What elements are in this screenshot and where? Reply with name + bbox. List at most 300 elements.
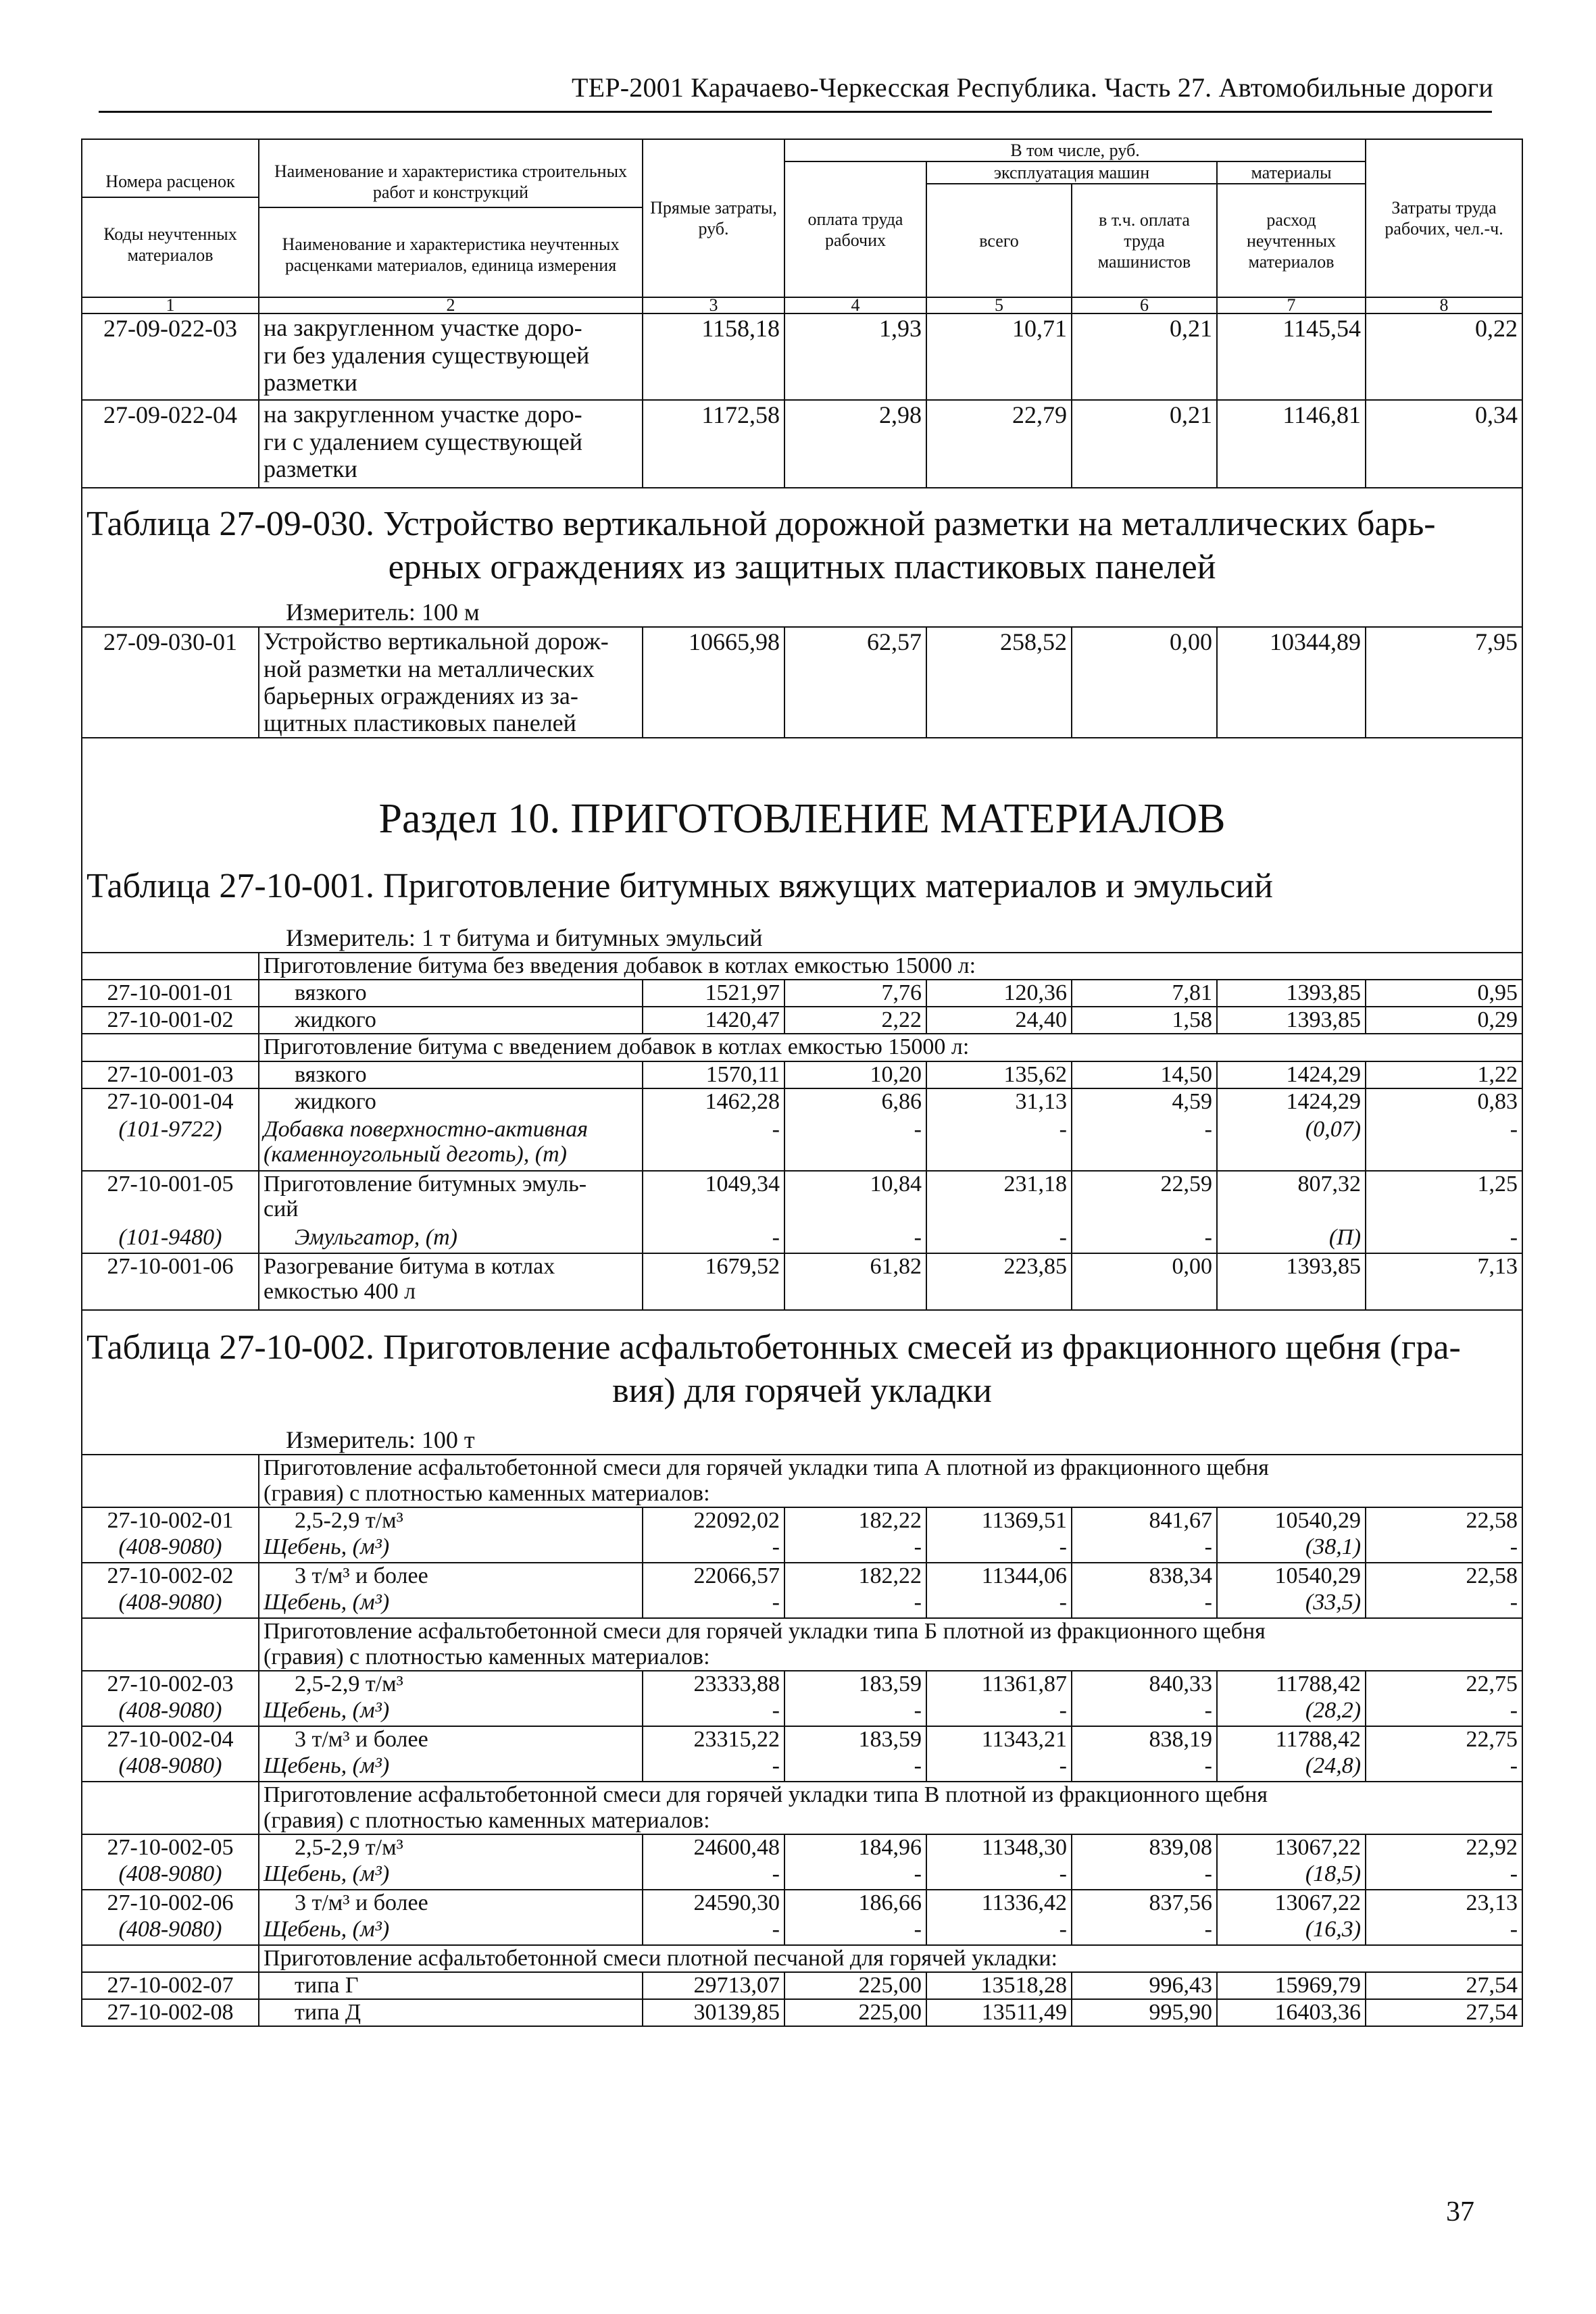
rate-name: 2,5-2,9 т/м³ bbox=[259, 1671, 643, 1698]
value-machines: - bbox=[926, 1753, 1072, 1782]
table-body bbox=[82, 313, 1522, 2026]
caption-type-1-row bbox=[82, 1618, 1522, 1671]
table-title-27-10-002-row bbox=[82, 1310, 1522, 1413]
value-machines: 11343,21 bbox=[926, 1726, 1072, 1753]
rate-name-line: Приготовление битумных эмуль- bbox=[264, 1171, 587, 1197]
caption-spacer bbox=[82, 1945, 259, 1972]
value-wages: - bbox=[784, 1698, 926, 1726]
col-num-8: 8 bbox=[1366, 297, 1522, 313]
rate-name bbox=[259, 627, 643, 738]
rate-name-line: ной разметки на металлических bbox=[264, 655, 595, 682]
value-labor: - bbox=[1366, 1225, 1522, 1253]
value-machinists: 996,43 bbox=[1072, 1972, 1217, 1999]
col-num-7: 7 bbox=[1217, 297, 1366, 313]
table-row bbox=[82, 1061, 1522, 1088]
value-labor: 0,83 bbox=[1366, 1088, 1522, 1117]
value-wages: 182,22 bbox=[784, 1507, 926, 1534]
material-row bbox=[82, 1117, 1522, 1171]
caption-type-2-row bbox=[82, 1782, 1522, 1834]
value-machines: 231,18 bbox=[926, 1171, 1072, 1225]
value-direct: 1049,34 bbox=[643, 1171, 784, 1225]
value-machines: 31,13 bbox=[926, 1088, 1072, 1117]
rate-name: типа Д bbox=[259, 1999, 643, 2026]
rate-name: жидкого bbox=[259, 1088, 643, 1117]
caption-with-additives-row bbox=[82, 1034, 1522, 1061]
col-header-code bbox=[82, 139, 259, 297]
value-direct: 24600,48 bbox=[643, 1834, 784, 1861]
caption-type-1-line: Приготовление асфальтобетонной смеси для горячей укладки типа Б плотной из фракционного щебня bbox=[264, 1618, 1266, 1644]
table-row bbox=[82, 400, 1522, 488]
caption-type-0-row bbox=[82, 1455, 1522, 1507]
rate-name-line: Разогревание битума в котлах bbox=[264, 1253, 555, 1279]
rate-code: 27-09-022-03 bbox=[82, 313, 259, 400]
material-row bbox=[82, 1590, 1522, 1618]
value-materials: 10540,29 bbox=[1217, 1563, 1366, 1590]
rate-name-line: Добавка поверхностно-активная bbox=[264, 1116, 589, 1142]
value-machinists: 839,08 bbox=[1072, 1834, 1217, 1861]
value-labor: 1,25 bbox=[1366, 1171, 1522, 1225]
value-labor: 22,75 bbox=[1366, 1671, 1522, 1698]
caption-type-1-line: (гравия) с плотностью каменных материалов: bbox=[264, 1644, 710, 1669]
rate-name: вязкого bbox=[259, 980, 643, 1007]
value-wages: 7,76 bbox=[784, 980, 926, 1007]
value-direct: 29713,07 bbox=[643, 1972, 784, 1999]
table-row bbox=[82, 1671, 1522, 1698]
value-machinists: 840,33 bbox=[1072, 1671, 1217, 1698]
table-title-27-10-001: Таблица 27-10-001. Приготовление битумных вяжущих материалов и эмульсий bbox=[82, 843, 1522, 908]
value-materials: (28,2) bbox=[1217, 1698, 1366, 1726]
table-row bbox=[82, 1834, 1522, 1861]
value-labor: - bbox=[1366, 1117, 1522, 1171]
value-machinists: - bbox=[1072, 1534, 1217, 1563]
table-row bbox=[82, 1507, 1522, 1534]
rate-name-line: Устройство вертикальной дорож- bbox=[264, 628, 609, 655]
table-title-27-10-002 bbox=[82, 1310, 1522, 1413]
meter-27-09-030: Измеритель: 100 м bbox=[259, 589, 1522, 627]
value-machinists: - bbox=[1072, 1861, 1217, 1890]
rate-name: 2,5-2,9 т/м³ bbox=[259, 1834, 643, 1861]
col-header-machines: эксплуатация машин bbox=[926, 161, 1217, 184]
table-row bbox=[82, 313, 1522, 400]
col-num-3: 3 bbox=[643, 297, 784, 313]
caption-with-additives-line: Приготовление битума с введением добавок в котлах емкостью 15000 л: bbox=[264, 1034, 970, 1060]
value-labor: 1,22 bbox=[1366, 1061, 1522, 1088]
rate-code: (408-9080) bbox=[82, 1590, 259, 1618]
table-title-line: Таблица 27-09-030. Устройство вертикальной дорожной разметки на металлических барь- bbox=[86, 505, 1436, 544]
rate-name: Щебень, (м³) bbox=[259, 1590, 643, 1618]
value-direct: - bbox=[643, 1590, 784, 1618]
material-row bbox=[82, 1753, 1522, 1782]
rate-name: Щебень, (м³) bbox=[259, 1861, 643, 1890]
value-labor: - bbox=[1366, 1753, 1522, 1782]
value-wages: 183,59 bbox=[784, 1671, 926, 1698]
value-labor: 27,54 bbox=[1366, 1999, 1522, 2026]
value-direct: - bbox=[643, 1225, 784, 1253]
meter-spacer bbox=[82, 908, 259, 953]
rate-name-line: разметки bbox=[264, 455, 357, 482]
table-title-line: ерных ограждениях из защитных пластиковых панелей bbox=[388, 548, 1216, 587]
value-wages: 182,22 bbox=[784, 1563, 926, 1590]
table-row bbox=[82, 1972, 1522, 1999]
rate-name: Эмульгатор, (т) bbox=[259, 1225, 643, 1253]
value-machinists: 0,21 bbox=[1072, 313, 1217, 400]
col-num-1: 1 bbox=[82, 297, 259, 313]
caption-sand-row bbox=[82, 1945, 1522, 1972]
caption-with-additives bbox=[259, 1034, 1522, 1061]
col-header-materials: материалы bbox=[1217, 161, 1366, 184]
table-title-27-09-030-row bbox=[82, 488, 1522, 589]
value-direct: 1462,28 bbox=[643, 1088, 784, 1117]
value-materials: (16,3) bbox=[1217, 1917, 1366, 1945]
value-machines: - bbox=[926, 1534, 1072, 1563]
caption-type-0-line: Приготовление асфальтобетонной смеси для горячей укладки типа А плотной из фракционного щебня bbox=[264, 1455, 1269, 1480]
page-number: 37 bbox=[1446, 2196, 1474, 2228]
caption-type-1 bbox=[259, 1618, 1522, 1671]
rate-code: (408-9080) bbox=[82, 1534, 259, 1563]
rate-code: 27-10-001-04 bbox=[82, 1088, 259, 1117]
value-materials: (38,1) bbox=[1217, 1534, 1366, 1563]
caption-spacer bbox=[82, 1034, 259, 1061]
value-materials: (24,8) bbox=[1217, 1753, 1366, 1782]
value-direct: - bbox=[643, 1861, 784, 1890]
caption-spacer bbox=[82, 953, 259, 980]
value-wages: - bbox=[784, 1534, 926, 1563]
meter-27-10-002: Измеритель: 100 т bbox=[259, 1413, 1522, 1455]
col-header-name bbox=[259, 139, 643, 297]
caption-type-0 bbox=[259, 1455, 1522, 1507]
value-wages: - bbox=[784, 1917, 926, 1945]
rate-name bbox=[259, 400, 643, 488]
value-wages: 61,82 bbox=[784, 1253, 926, 1310]
material-row bbox=[82, 1917, 1522, 1945]
meter-spacer bbox=[82, 589, 259, 627]
rate-name bbox=[259, 1117, 643, 1171]
value-machines: - bbox=[926, 1590, 1072, 1618]
value-machinists: 1,58 bbox=[1072, 1007, 1217, 1034]
value-machinists: 995,90 bbox=[1072, 1999, 1217, 2026]
col-header-labor: Затраты труда рабочих, чел.-ч. bbox=[1366, 139, 1522, 297]
value-wages: 62,57 bbox=[784, 627, 926, 738]
value-machinists: - bbox=[1072, 1917, 1217, 1945]
table-header bbox=[82, 139, 1522, 313]
value-machines: 11369,51 bbox=[926, 1507, 1072, 1534]
material-row bbox=[82, 1698, 1522, 1726]
header-rule bbox=[99, 111, 1492, 113]
value-machinists: - bbox=[1072, 1698, 1217, 1726]
value-labor: - bbox=[1366, 1861, 1522, 1890]
rate-name-line: на закругленном участке доро- bbox=[264, 314, 582, 342]
rate-name: жидкого bbox=[259, 1007, 643, 1034]
value-materials: 1424,29 bbox=[1217, 1061, 1366, 1088]
value-wages: 225,00 bbox=[784, 1999, 926, 2026]
table-row bbox=[82, 1171, 1522, 1225]
value-machinists: 22,59 bbox=[1072, 1171, 1217, 1225]
table-row bbox=[82, 1563, 1522, 1590]
meter-27-09-030-row bbox=[82, 589, 1522, 627]
meter-27-10-001: Измеритель: 1 т битума и битумных эмульсий bbox=[259, 908, 1522, 953]
value-machinists: 0,21 bbox=[1072, 400, 1217, 488]
value-materials: 15969,79 bbox=[1217, 1972, 1366, 1999]
rate-code: 27-10-001-03 bbox=[82, 1061, 259, 1088]
value-wages: 10,84 bbox=[784, 1171, 926, 1225]
value-direct: - bbox=[643, 1698, 784, 1726]
rate-code: 27-09-030-01 bbox=[82, 627, 259, 738]
meter-spacer bbox=[82, 1413, 259, 1455]
rate-name: типа Г bbox=[259, 1972, 643, 1999]
rate-code: 27-10-001-01 bbox=[82, 980, 259, 1007]
rate-name bbox=[259, 313, 643, 400]
value-labor: 7,13 bbox=[1366, 1253, 1522, 1310]
rate-name: Щебень, (м³) bbox=[259, 1698, 643, 1726]
value-direct: 1158,18 bbox=[643, 313, 784, 400]
value-wages: 2,98 bbox=[784, 400, 926, 488]
value-labor: 7,95 bbox=[1366, 627, 1522, 738]
value-machinists: - bbox=[1072, 1117, 1217, 1171]
value-labor: 22,75 bbox=[1366, 1726, 1522, 1753]
value-machinists: 841,67 bbox=[1072, 1507, 1217, 1534]
rate-name: Щебень, (м³) bbox=[259, 1534, 643, 1563]
value-machines: 223,85 bbox=[926, 1253, 1072, 1310]
value-machinists: 14,50 bbox=[1072, 1061, 1217, 1088]
value-machinists: 7,81 bbox=[1072, 980, 1217, 1007]
rate-name-line: (каменноугольный деготь), (т) bbox=[264, 1141, 567, 1167]
material-row bbox=[82, 1225, 1522, 1253]
value-materials: (18,5) bbox=[1217, 1861, 1366, 1890]
rate-name-line: барьерных ограждениях из за- bbox=[264, 682, 578, 709]
value-direct: - bbox=[643, 1117, 784, 1171]
value-materials: 1145,54 bbox=[1217, 313, 1366, 400]
rate-code: (408-9080) bbox=[82, 1753, 259, 1782]
col-header-machines-total: всего bbox=[926, 184, 1072, 297]
value-wages: - bbox=[784, 1753, 926, 1782]
col-name-top: Наименование и характеристика строительных работ и конструкций bbox=[259, 161, 642, 208]
col-num-2: 2 bbox=[259, 297, 643, 313]
value-materials: 11788,42 bbox=[1217, 1726, 1366, 1753]
value-direct: 22066,57 bbox=[643, 1563, 784, 1590]
value-machines: 13511,49 bbox=[926, 1999, 1072, 2026]
value-direct: 22092,02 bbox=[643, 1507, 784, 1534]
value-machines: 11336,42 bbox=[926, 1890, 1072, 1917]
rate-name bbox=[259, 1171, 643, 1225]
rate-code: (408-9080) bbox=[82, 1698, 259, 1726]
value-direct: 1420,47 bbox=[643, 1007, 784, 1034]
col-header-incl: В том числе, руб. bbox=[784, 139, 1366, 161]
material-row bbox=[82, 1861, 1522, 1890]
col-header-machinists: в т.ч. оплата труда машинистов bbox=[1072, 184, 1217, 297]
material-row bbox=[82, 1534, 1522, 1563]
value-machinists: 837,56 bbox=[1072, 1890, 1217, 1917]
value-wages: 184,96 bbox=[784, 1834, 926, 1861]
table-title-line: Таблица 27-10-002. Приготовление асфальтобетонных смесей из фракционного щебня (гра- bbox=[86, 1328, 1461, 1367]
value-labor: 0,22 bbox=[1366, 313, 1522, 400]
value-direct: 1570,11 bbox=[643, 1061, 784, 1088]
value-machines: 11344,06 bbox=[926, 1563, 1072, 1590]
value-machines: - bbox=[926, 1225, 1072, 1253]
rate-code: (101-9480) bbox=[82, 1225, 259, 1253]
rate-name-line: ги с удалением существующей bbox=[264, 428, 583, 455]
value-labor: 0,29 bbox=[1366, 1007, 1522, 1034]
running-header: ТЕР-2001 Карачаево-Черкесская Республика. Часть 27. Автомобильные дороги bbox=[572, 72, 1493, 103]
rate-name-line: щитных пластиковых панелей bbox=[264, 709, 576, 737]
value-wages: 1,93 bbox=[784, 313, 926, 400]
value-wages: 2,22 bbox=[784, 1007, 926, 1034]
table-row bbox=[82, 627, 1522, 738]
rate-code: 27-10-002-05 bbox=[82, 1834, 259, 1861]
rate-code: (408-9080) bbox=[82, 1917, 259, 1945]
value-materials: 1393,85 bbox=[1217, 1253, 1366, 1310]
rate-name: 3 т/м³ и более bbox=[259, 1890, 643, 1917]
rate-code: 27-10-002-02 bbox=[82, 1563, 259, 1590]
value-materials: (П) bbox=[1217, 1225, 1366, 1253]
value-labor: 22,92 bbox=[1366, 1834, 1522, 1861]
value-wages: 183,59 bbox=[784, 1726, 926, 1753]
value-materials: 13067,22 bbox=[1217, 1890, 1366, 1917]
value-wages: 6,86 bbox=[784, 1088, 926, 1117]
value-machinists: 838,19 bbox=[1072, 1726, 1217, 1753]
value-direct: - bbox=[643, 1534, 784, 1563]
caption-type-2 bbox=[259, 1782, 1522, 1834]
value-materials: 807,32 bbox=[1217, 1171, 1366, 1225]
rate-code: 27-10-001-05 bbox=[82, 1171, 259, 1225]
value-machines: - bbox=[926, 1698, 1072, 1726]
rate-code: 27-10-002-03 bbox=[82, 1671, 259, 1698]
rate-code: 27-10-001-02 bbox=[82, 1007, 259, 1034]
value-wages: 10,20 bbox=[784, 1061, 926, 1088]
value-machines: 13518,28 bbox=[926, 1972, 1072, 1999]
caption-type-2-line: Приготовление асфальтобетонной смеси для горячей укладки типа В плотной из фракционного щебня bbox=[264, 1782, 1268, 1807]
col-num-4: 4 bbox=[784, 297, 926, 313]
value-direct: 10665,98 bbox=[643, 627, 784, 738]
value-direct: - bbox=[643, 1753, 784, 1782]
table-row bbox=[82, 1253, 1522, 1310]
rate-code: 27-10-002-04 bbox=[82, 1726, 259, 1753]
value-materials: (33,5) bbox=[1217, 1590, 1366, 1618]
value-materials: 11788,42 bbox=[1217, 1671, 1366, 1698]
rate-name-line: емкостью 400 л bbox=[264, 1278, 416, 1304]
value-materials: 1424,29 bbox=[1217, 1088, 1366, 1117]
value-materials: 13067,22 bbox=[1217, 1834, 1366, 1861]
caption-no-additives bbox=[259, 953, 1522, 980]
value-machines: - bbox=[926, 1861, 1072, 1890]
value-materials: 10344,89 bbox=[1217, 627, 1366, 738]
value-machines: 11348,30 bbox=[926, 1834, 1072, 1861]
col-header-direct: Прямые затраты, руб. bbox=[643, 139, 784, 297]
value-machines: 24,40 bbox=[926, 1007, 1072, 1034]
rate-code: 27-10-001-06 bbox=[82, 1253, 259, 1310]
value-machinists: 0,00 bbox=[1072, 1253, 1217, 1310]
meter-27-10-002-row bbox=[82, 1413, 1522, 1455]
caption-spacer bbox=[82, 1455, 259, 1507]
col-header-materials-unacc: расход неучтенных материалов bbox=[1217, 184, 1366, 297]
table-row bbox=[82, 1999, 1522, 2026]
table-row bbox=[82, 1726, 1522, 1753]
caption-spacer bbox=[82, 1782, 259, 1834]
value-machines: 22,79 bbox=[926, 400, 1072, 488]
rates-table bbox=[81, 139, 1523, 2027]
value-wages: - bbox=[784, 1225, 926, 1253]
section-10-title: Раздел 10. ПРИГОТОВЛЕНИЕ МАТЕРИАЛОВ bbox=[82, 738, 1522, 843]
value-machines: 120,36 bbox=[926, 980, 1072, 1007]
caption-type-0-line: (гравия) с плотностью каменных материалов: bbox=[264, 1480, 710, 1506]
value-machines: 11361,87 bbox=[926, 1671, 1072, 1698]
value-wages: 225,00 bbox=[784, 1972, 926, 1999]
rate-name bbox=[259, 1253, 643, 1310]
value-direct: 24590,30 bbox=[643, 1890, 784, 1917]
value-wages: 186,66 bbox=[784, 1890, 926, 1917]
value-materials: (0,07) bbox=[1217, 1117, 1366, 1171]
value-direct: 1172,58 bbox=[643, 400, 784, 488]
rate-code: 27-10-002-07 bbox=[82, 1972, 259, 1999]
value-machinists: - bbox=[1072, 1225, 1217, 1253]
value-machines: 10,71 bbox=[926, 313, 1072, 400]
table-row bbox=[82, 1007, 1522, 1034]
meter-27-10-001-row bbox=[82, 908, 1522, 953]
value-machinists: 0,00 bbox=[1072, 627, 1217, 738]
value-materials: 1146,81 bbox=[1217, 400, 1366, 488]
col-code-top: Номера расценок bbox=[82, 171, 258, 197]
col-header-wages: оплата труда рабочих bbox=[784, 161, 926, 297]
value-machines: 135,62 bbox=[926, 1061, 1072, 1088]
section-10-title-row bbox=[82, 738, 1522, 843]
caption-sand-line: Приготовление асфальтобетонной смеси плотной песчаной для горячей укладки: bbox=[264, 1946, 1057, 1971]
value-machines: - bbox=[926, 1117, 1072, 1171]
rate-code: (101-9722) bbox=[82, 1117, 259, 1171]
value-direct: 1521,97 bbox=[643, 980, 784, 1007]
col-name-bottom: Наименование и характеристика неучтенных расценками материалов, единица измерения bbox=[282, 234, 620, 276]
rate-code: 27-09-022-04 bbox=[82, 400, 259, 488]
rate-name-line: разметки bbox=[264, 369, 357, 396]
table-row bbox=[82, 1890, 1522, 1917]
value-labor: 0,95 bbox=[1366, 980, 1522, 1007]
rate-code: (408-9080) bbox=[82, 1861, 259, 1890]
value-labor: 22,58 bbox=[1366, 1507, 1522, 1534]
rate-name-line: ги без удаления существующей bbox=[264, 341, 590, 369]
value-materials: 1393,85 bbox=[1217, 980, 1366, 1007]
value-direct: 23315,22 bbox=[643, 1726, 784, 1753]
rate-name: 3 т/м³ и более bbox=[259, 1726, 643, 1753]
value-labor: 27,54 bbox=[1366, 1972, 1522, 1999]
caption-spacer bbox=[82, 1618, 259, 1671]
table-title-line: вия) для горячей укладки bbox=[612, 1371, 992, 1410]
caption-type-2-line: (гравия) с плотностью каменных материалов: bbox=[264, 1807, 710, 1833]
col-num-5: 5 bbox=[926, 297, 1072, 313]
value-direct: 23333,88 bbox=[643, 1671, 784, 1698]
value-machines: - bbox=[926, 1917, 1072, 1945]
rate-code: 27-10-002-08 bbox=[82, 1999, 259, 2026]
value-labor: 22,58 bbox=[1366, 1563, 1522, 1590]
rate-code: 27-10-002-06 bbox=[82, 1890, 259, 1917]
caption-sand bbox=[259, 1945, 1522, 1972]
table-row bbox=[82, 1088, 1522, 1117]
value-machines: 258,52 bbox=[926, 627, 1072, 738]
value-machinists: 838,34 bbox=[1072, 1563, 1217, 1590]
col-num-6: 6 bbox=[1072, 297, 1217, 313]
value-labor: - bbox=[1366, 1534, 1522, 1563]
value-materials: 10540,29 bbox=[1217, 1507, 1366, 1534]
value-machinists: - bbox=[1072, 1753, 1217, 1782]
document-frame bbox=[81, 139, 1522, 2196]
value-machinists: - bbox=[1072, 1590, 1217, 1618]
rate-name: 2,5-2,9 т/м³ bbox=[259, 1507, 643, 1534]
value-labor: - bbox=[1366, 1590, 1522, 1618]
value-machinists: 4,59 bbox=[1072, 1088, 1217, 1117]
value-direct: 30139,85 bbox=[643, 1999, 784, 2026]
value-wages: - bbox=[784, 1590, 926, 1618]
value-wages: - bbox=[784, 1117, 926, 1171]
value-direct: 1679,52 bbox=[643, 1253, 784, 1310]
value-labor: - bbox=[1366, 1917, 1522, 1945]
value-labor: 23,13 bbox=[1366, 1890, 1522, 1917]
